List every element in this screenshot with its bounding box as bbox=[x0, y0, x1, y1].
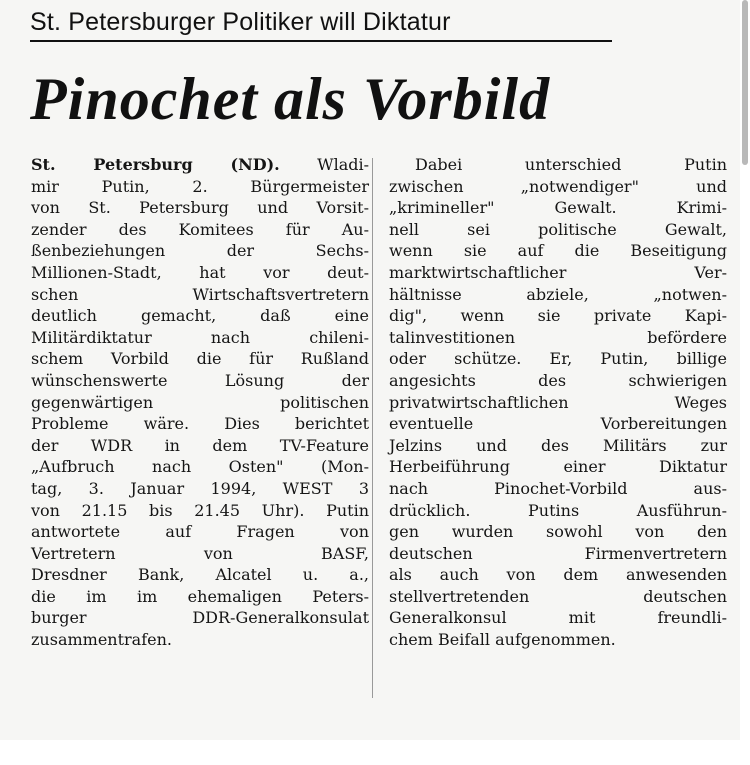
text-line: Dresdner Bank, Alcatel u. a., bbox=[31, 565, 369, 585]
text-line: gegenwärtigen politischen bbox=[31, 392, 369, 412]
text-line: privatwirtschaftlichen Weges bbox=[389, 392, 727, 412]
text-line: wünschenswerte Lösung der bbox=[31, 370, 369, 390]
text-line: marktwirtschaftlicher Ver- bbox=[389, 262, 727, 282]
text-line: von St. Petersburg und Vorsit- bbox=[31, 198, 369, 218]
text-line: zusammentrafen. bbox=[31, 630, 172, 650]
text-line: oder schütze. Er, Putin, billige bbox=[389, 349, 727, 369]
scrollbar[interactable] bbox=[742, 0, 748, 165]
text-line: mir Putin, 2. Bürgermeister bbox=[31, 176, 369, 196]
text-line: als auch von dem anwesenden bbox=[389, 565, 727, 585]
text-line: „krimineller" Gewalt. Krimi- bbox=[389, 198, 727, 218]
text-line: der WDR in dem TV-Feature bbox=[31, 435, 369, 455]
text-line: zender des Komitees für Au- bbox=[31, 219, 369, 239]
text-line: Jelzins und des Militärs zur bbox=[389, 435, 727, 455]
text-line: talinvestitionen befördere bbox=[389, 327, 727, 347]
text-line: Militärdiktatur nach chileni- bbox=[31, 327, 369, 347]
article-column-left bbox=[31, 154, 369, 651]
text-line: Wladi- bbox=[279, 155, 370, 174]
text-line: „Aufbruch nach Osten" (Mon- bbox=[31, 457, 369, 477]
text-line: Generalkonsul mit freundli- bbox=[389, 608, 727, 628]
text-line: die im im ehemaligen Peters- bbox=[31, 586, 369, 606]
text-line: nach Pinochet-Vorbild aus- bbox=[389, 478, 727, 498]
text-line: burger DDR-Generalkonsulat bbox=[31, 608, 369, 628]
text-line: nell sei politische Gewalt, bbox=[389, 219, 727, 239]
text-line: eventuelle Vorbereitungen bbox=[389, 414, 727, 434]
text-line: tag, 3. Januar 1994, WEST 3 bbox=[31, 478, 369, 498]
text-line: antwortete auf Fragen von bbox=[31, 522, 369, 542]
text-line: Vertretern von BASF, bbox=[31, 543, 369, 563]
text-line bbox=[31, 154, 369, 176]
text-line: Herbeiführung einer Diktatur bbox=[389, 457, 727, 477]
text-line: angesichts des schwierigen bbox=[389, 370, 727, 390]
kicker-line: St. Petersburger Politiker will Diktatur bbox=[30, 8, 612, 42]
text-line: von 21.15 bis 21.45 Uhr). Putin bbox=[31, 500, 369, 520]
text-line: gen wurden sowohl von den bbox=[389, 522, 727, 542]
text-line: schem Vorbild die für Rußland bbox=[31, 349, 369, 369]
text-line: chem Beifall aufgenommen. bbox=[389, 630, 616, 650]
text-line: schen Wirtschaftsvertretern bbox=[31, 284, 369, 304]
text-line: Probleme wäre. Dies berichtet bbox=[31, 414, 369, 434]
text-line: wenn sie auf die Beseitigung bbox=[389, 241, 727, 261]
dateline: St. Petersburg (ND). bbox=[31, 155, 280, 174]
text-line: drücklich. Putins Ausführun- bbox=[389, 500, 727, 520]
text-line: zwischen „notwendiger" und bbox=[389, 176, 727, 196]
text-line: ßenbeziehungen der Sechs- bbox=[31, 241, 369, 261]
headline: Pinochet als Vorbild bbox=[30, 66, 551, 132]
text-line: Dabei unterschied Putin bbox=[415, 155, 727, 174]
article-column-right bbox=[389, 154, 727, 651]
text-line: Millionen-Stadt, hat vor deut- bbox=[31, 262, 369, 282]
column-divider bbox=[372, 158, 373, 698]
text-line: dig", wenn sie private Kapi- bbox=[389, 306, 727, 326]
text-line: stellvertretenden deutschen bbox=[389, 586, 727, 606]
text-line: deutschen Firmenvertretern bbox=[389, 543, 727, 563]
text-line: hältnisse abziele, „notwen- bbox=[389, 284, 727, 304]
text-line: deutlich gemacht, daß eine bbox=[31, 306, 369, 326]
